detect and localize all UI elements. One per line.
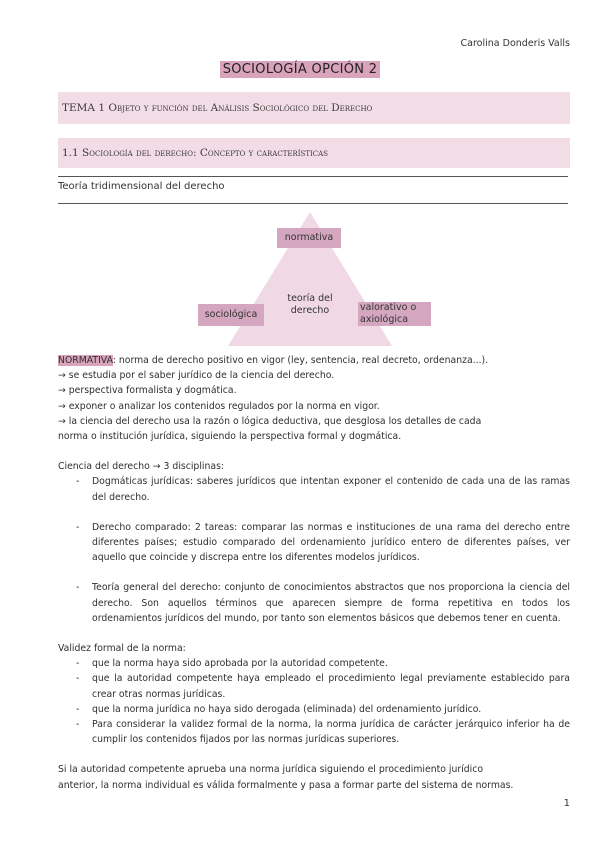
list-item: - que la norma jurídica no haya sido derogada (eliminada) del ordenamiento jurídico. [76,703,482,715]
normativa-term: NORMATIVA [58,355,113,366]
section-heading: 1.1 Sociología del derecho: Concepto y características [58,138,570,168]
conclusion-line: Si la autoridad competente aprueba una norma jurídica siguiendo el procedimiento jurídico [58,764,484,776]
body-text [58,353,570,793]
list-item: - Para considerar la validez formal de la norma, la norma jurídica de carácter jerárquico inferior ha de cumplir los contenidos fijados por las normas jurídicas superiores. [76,719,570,746]
normativa-line: → perspectiva formalista y dogmática. [58,385,237,397]
normativa-line: → se estudia por el saber jurídico de la ciencia del derecho. [58,370,335,382]
normativa-line: norma o institución jurídica, siguiendo la perspectiva formal y dogmática. [58,431,402,443]
diagram-top-label: normativa [277,228,341,248]
normativa-line: → exponer o analizar los contenidos regulados por la norma en vigor. [58,400,380,412]
diagram-left-label: sociológica [198,304,264,326]
list-item: - Dogmáticas jurídicas: saberes jurídicos que intentan exponer el contenido de cada una de las ramas del derecho. [76,476,570,503]
disciplinas-intro: Ciencia del derecho → 3 disciplinas: [58,461,225,473]
list-item: - que la norma haya sido aprobada por la autoridad competente. [76,658,388,670]
page-number: 1 [563,798,570,809]
normativa-definition-text: : norma de derecho positivo en vigor (ley, sentencia, real decreto, ordenanza...). [112,355,489,366]
tema-heading: TEMA 1 Objeto y función del Análisis Sociológico del Derecho [58,92,570,124]
diagram-center-label: teoría del derecho [287,293,333,316]
list-item: - Teoría general del derecho: conjunto de conocimientos abstractos que nos proporciona la ciencia del derecho. Son aquellos términos que aparecen siempre de forma repetitiva en todos los ordenamientos jurídicos del mundo, por tanto son elementos básicos que debemos tener en cuenta. [76,582,570,624]
list-item: - Derecho comparado: 2 tareas: comparar las normas e instituciones de una rama del derecho entre diferentes países; estudio comparado del ordenamiento jurídico entero de diferentes países, ver aquello que coincide y discrepa entre los diferentes modelos jurídicos. [76,521,570,564]
subsection-heading: Teoría tridimensional del derecho [58,181,225,192]
document-title-text: SOCIOLOGÍA OPCIÓN 2 [220,61,381,78]
diagram-right-label: valorativo o axiológica [358,302,431,326]
conclusion-line: anterior, la norma individual es válida formalmente y pasa a formar parte del sistema de normas. [58,779,514,791]
normativa-definition [58,353,570,368]
author-name: Carolina Donderis Valls [460,38,570,49]
normativa-line: → la ciencia del derecho usa la razón o lógica deductiva, que desglosa los detalles de cada [58,415,482,427]
validez-intro: Validez formal de la norma: [58,643,186,655]
list-item: - que la autoridad competente haya empleado el procedimiento legal previamente establecido para crear otras normas jurídicas. [76,673,570,700]
